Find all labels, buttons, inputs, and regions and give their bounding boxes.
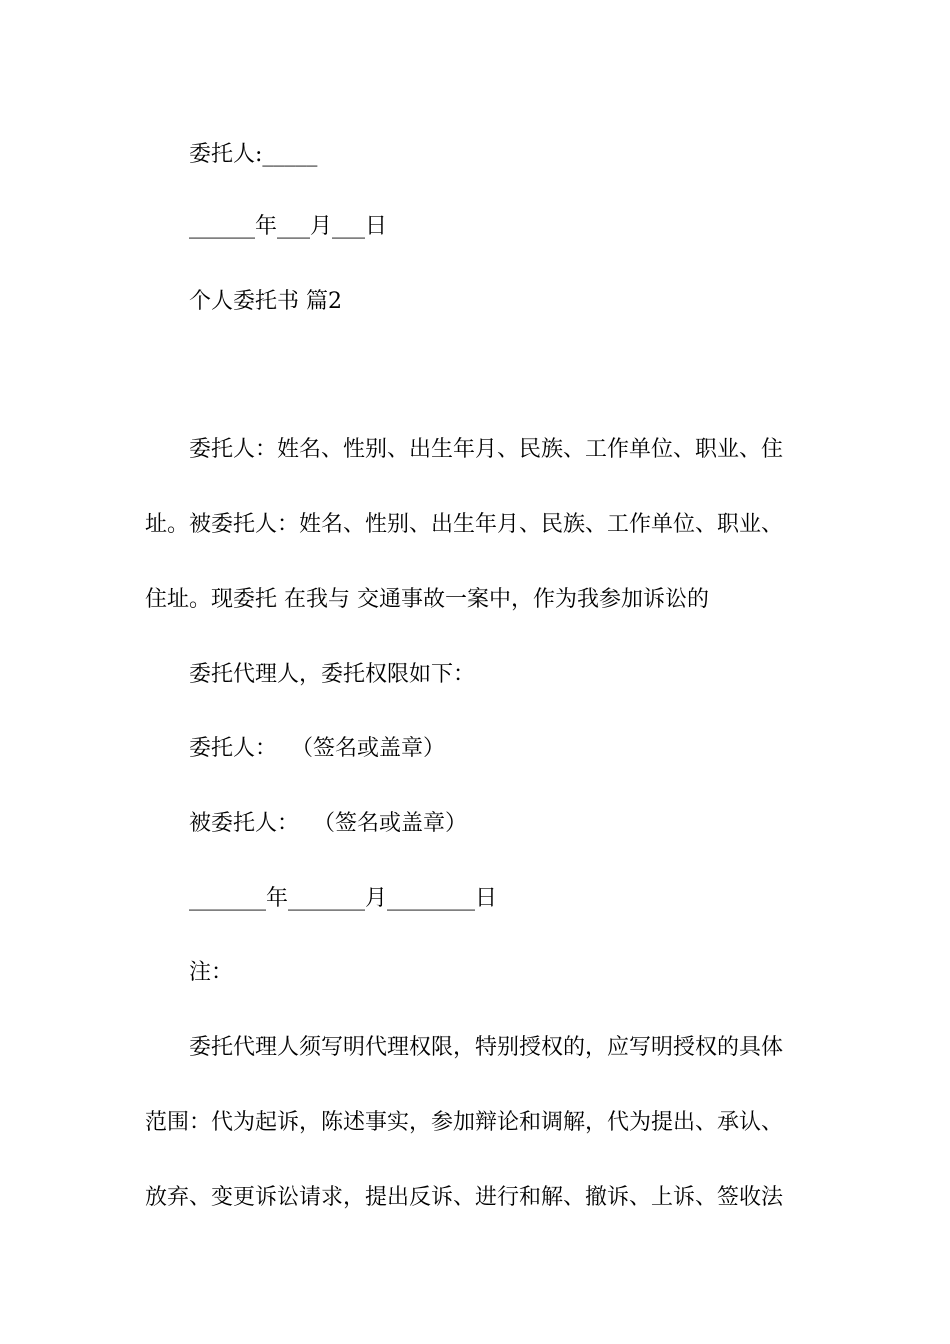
note-paragraph-line: 放弃、变更诉讼请求，提出反诉、进行和解、撤诉、上诉、签收法 <box>145 1185 784 1210</box>
principal-signature-line: 委托人： （签名或盖章） <box>189 736 445 761</box>
note-paragraph-line: 范围：代为起诉，陈述事实，参加辩论和调解，代为提出、承认、 <box>145 1110 784 1135</box>
note-heading: 注： <box>189 960 234 985</box>
section-heading: 个人委托书 篇2 <box>189 289 342 314</box>
paragraph-line: 址。被委托人：姓名、性别、出生年月、民族、工作单位、职业、 <box>145 512 784 537</box>
paragraph-line: 委托代理人，委托权限如下： <box>189 662 476 687</box>
date-line: ______年___月___日 <box>189 214 388 239</box>
date-line: _______年_______月________日 <box>189 886 498 911</box>
principal-signature-line: 委托人:_____ <box>189 142 318 167</box>
agent-signature-line: 被委托人： （签名或盖章） <box>189 811 467 836</box>
paragraph-line: 住址。现委托 在我与 交通事故一案中，作为我参加诉讼的 <box>145 587 709 612</box>
paragraph-line: 委托人：姓名、性别、出生年月、民族、工作单位、职业、住 <box>189 437 784 462</box>
note-paragraph-line: 委托代理人须写明代理权限，特别授权的，应写明授权的具体 <box>189 1035 784 1060</box>
